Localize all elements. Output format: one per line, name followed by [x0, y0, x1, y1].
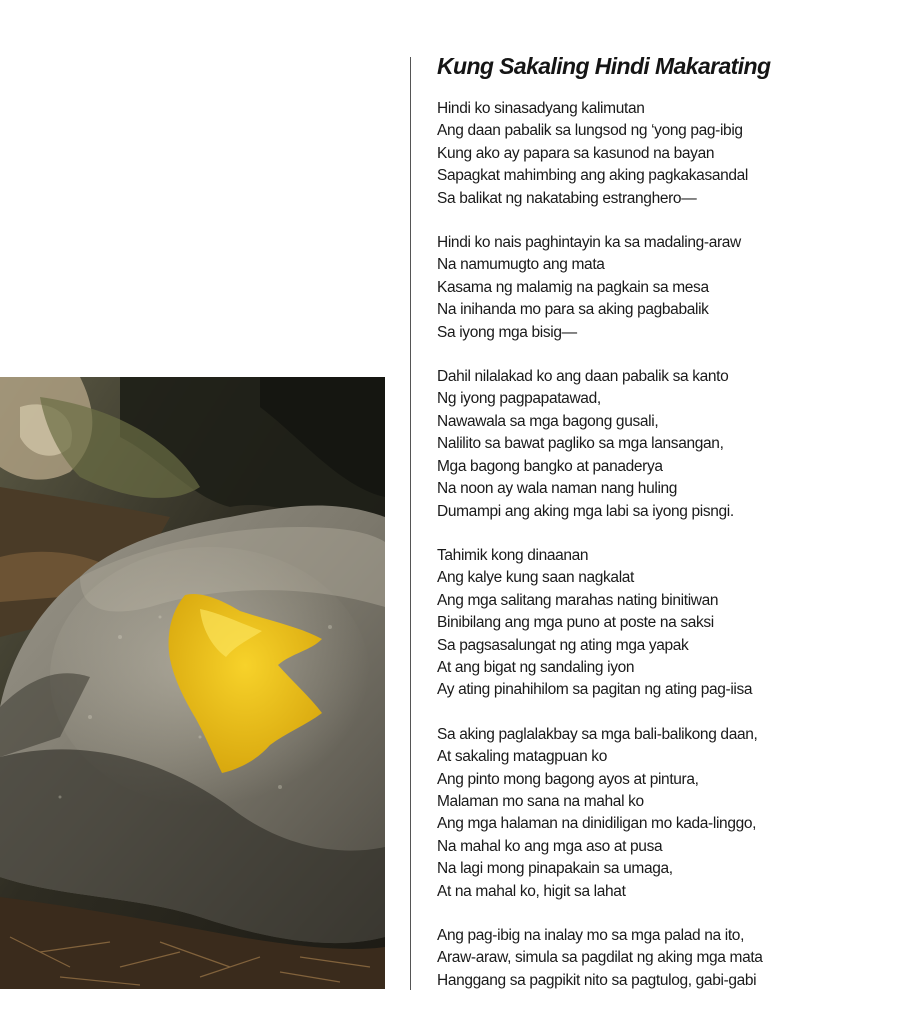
stanza-6 — [437, 925, 887, 992]
poem-line: Hindi ko nais paghintayin ka sa madaling-araw — [437, 234, 741, 252]
poem-line: Mga bagong bangko at panaderya — [437, 457, 663, 475]
poem-line: Ang daan pabalik sa lungsod ng ‘yong pag-ibig — [437, 122, 743, 140]
poem-line: Binibilang ang mga puno at poste na saksi — [437, 614, 714, 632]
poem-line: Ng iyong pagpapatawad, — [437, 390, 601, 408]
poem-line: Araw-araw, simula sa pagdilat ng aking mga mata — [437, 949, 763, 967]
poem-line: Na inihanda mo para sa aking pagbabalik — [437, 301, 709, 319]
poem-line: Ang pinto mong bagong ayos at pintura, — [437, 770, 699, 788]
poem-title: Kung Sakaling Hindi Makarating — [437, 53, 771, 79]
poem-line: Sa balikat ng nakatabing estranghero— — [437, 189, 697, 207]
poem — [437, 52, 887, 1014]
poem-line: Na lagi mong pinapakain sa umaga, — [437, 860, 673, 878]
poem-line: Sa iyong mga bisig— — [437, 323, 577, 341]
poem-line: Na noon ay wala naman nang huling — [437, 480, 678, 498]
poem-line: Dumampi ang aking mga labi sa iyong pisngi. — [437, 502, 734, 520]
rock-trail-marker-photo — [0, 377, 385, 989]
poem-line: At ang bigat ng sandaling iyon — [437, 658, 635, 676]
rock-with-yellow-paint-mark-photo — [0, 377, 385, 989]
poem-line: Kung ako ay papara sa kasunod na bayan — [437, 144, 715, 162]
poem-line: Malaman mo sana na mahal ko — [437, 792, 644, 810]
poem-line: Ang mga halaman na dinidiligan mo kada-linggo, — [437, 815, 757, 833]
poem-line: Ang mga salitang marahas nating binitiwan — [437, 591, 719, 609]
poem-line: Hindi ko sinasadyang kalimutan — [437, 100, 645, 117]
poem-line: Kasama ng malamig na pagkain sa mesa — [437, 278, 709, 296]
poem-line: Ang kalye kung saan nagkalat — [437, 569, 635, 587]
stanza-5 — [437, 724, 887, 903]
stanza-3 — [437, 366, 887, 523]
poem-line: Sapagkat mahimbing ang aking pagkakasandal — [437, 167, 749, 185]
stanza-4 — [437, 545, 887, 702]
stanza-1 — [437, 98, 887, 210]
poem-line: Tahimik kong dinaanan — [437, 546, 589, 564]
poem-line: At na mahal ko, higit sa lahat — [437, 882, 626, 900]
poem-line: Na mahal ko ang mga aso at pusa — [437, 837, 663, 855]
poem-line: Hanggang sa pagpikit nito sa pagtulog, gabi-gabi — [437, 971, 757, 989]
poem-line: Ay ating pinahihilom sa pagitan ng ating pag-iisa — [437, 681, 753, 699]
poem-line: At sakaling matagpuan ko — [437, 748, 607, 766]
poem-line: Nawawala sa mga bagong gusali, — [437, 412, 659, 430]
poem-line: Na namumugto ang mata — [437, 256, 605, 274]
poem-line: Nalilito sa bawat pagliko sa mga lansangan, — [437, 435, 724, 453]
poem-line: Sa aking paglalakbay sa mga bali-balikong daan, — [437, 725, 758, 743]
poem-line: Sa pagsasalungat ng ating mga yapak — [437, 636, 689, 654]
stanza-2 — [437, 232, 887, 344]
poem-line: Dahil nilalakad ko ang daan pabalik sa kanto — [437, 368, 729, 386]
poem-line: Ang pag-ibig na inalay mo sa mga palad na ito, — [437, 927, 745, 944]
column-divider — [410, 57, 411, 990]
